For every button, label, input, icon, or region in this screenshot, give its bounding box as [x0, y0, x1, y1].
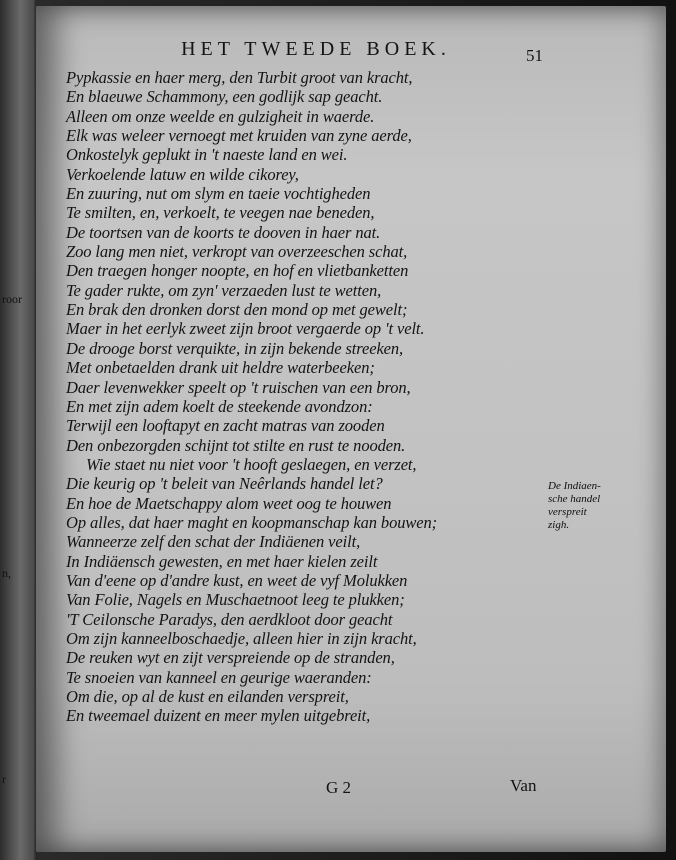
poem-line: Te smilten, en, verkoelt, te veegen nae beneden,: [66, 203, 375, 223]
poem-line: De toortsen van de koorts te dooven in haer nat.: [66, 222, 381, 242]
facing-page-fragment: r: [2, 772, 6, 786]
poem-line: Maer in het eerlyk zweet zijn broot vergaerde op 't velt.: [66, 319, 425, 339]
poem-line: Om die, op al de kust en eilanden verspreit,: [66, 687, 349, 706]
poem-line: Onkostelyk geplukt in 't naeste land en wei.: [66, 145, 348, 165]
poem-line: Van Folie, Nagels en Muschaetnoot leeg te plukken;: [66, 590, 405, 610]
margin-note-line: De Indiaen-: [548, 480, 601, 492]
margin-note-line: zigh.: [548, 519, 570, 531]
running-head: HET TWEEDE BOEK.: [181, 38, 451, 60]
poem-line: In Indiäensch gewesten, en met haer kielen zeilt: [66, 551, 378, 571]
signature-mark: G 2: [326, 778, 352, 797]
poem-line: En tweemael duizent en meer mylen uitgebreit,: [66, 706, 371, 726]
page-number: 51: [526, 46, 543, 65]
poem-line: En blaeuwe Schammony, een godlijk sap geacht.: [66, 87, 383, 107]
poem-line: Elk was weleer vernoegt met kruiden van zyne aerde,: [66, 126, 412, 146]
book-page: [36, 6, 666, 852]
poem-line: 'T Ceilonsche Paradys, den aerdkloot door geacht: [66, 609, 393, 629]
poem-line: Wanneerze zelf den schat der Indiäenen veilt,: [66, 532, 361, 552]
poem-line: Terwijl een looftapyt en zacht matras van zooden: [66, 416, 385, 436]
poem-text: [66, 68, 536, 726]
poem-line: Te gader rukte, om zyn' verzaeden lust te wetten,: [66, 280, 382, 300]
poem-line: Te snoeien van kanneel en geurige waeranden:: [66, 667, 372, 687]
facing-page-fragment: roor: [2, 292, 22, 306]
poem-line: Die keurig op 't beleit van Neêrlands handel let?: [66, 474, 383, 494]
poem-line: Alleen om onze weelde en gulzigheit in waerde.: [66, 106, 375, 126]
poem-line: Met onbetaelden drank uit heldre waterbeeken;: [66, 358, 375, 378]
facing-page-edge: [0, 0, 34, 860]
poem-line: Om zijn kanneelboschaedje, alleen hier in zijn kracht,: [66, 628, 417, 648]
poem-line: Daer levenwekker speelt op 't ruischen van een bron,: [66, 377, 411, 397]
poem-line: Wie staet nu niet voor 't hooft geslaegen, en verzet,: [86, 454, 417, 474]
poem-line: En hoe de Maetschappy alom weet oog te houwen: [66, 493, 392, 513]
poem-line: Van d'eene op d'andre kust, en weet de vyf Molukken: [66, 570, 408, 590]
poem-line: Den traegen honger noopte, en hof en vlietbanketten: [66, 261, 409, 281]
margin-note-line: sche handel: [548, 493, 601, 505]
poem-line: Op alles, dat haer maght en koopmanschap kan bouwen;: [66, 512, 438, 532]
margin-note-line: verspreit: [548, 506, 587, 518]
poem-line: De drooge borst verquikte, in zijn bekende streeken,: [66, 338, 404, 358]
poem-line: Verkoelende latuw en wilde cikorey,: [66, 164, 299, 184]
poem-line: En met zijn adem koelt de steekende avondzon:: [66, 396, 373, 416]
poem-line: En zuuring, nut om slym en taeie vochtigheden: [66, 184, 371, 204]
catchword: Van: [510, 776, 537, 795]
poem-line: En brak den dronken dorst den mond op met gewelt;: [66, 300, 408, 320]
poem-line: Den onbezorgden schijnt tot stilte en rust te nooden.: [66, 435, 406, 455]
margin-note: [548, 480, 634, 532]
poem-line: Pypkassie en haer merg, den Turbit groot van kracht,: [66, 68, 413, 87]
poem-line: Zoo lang men niet, verkropt van overzeeschen schat,: [66, 242, 408, 262]
facing-page-fragment: n,: [2, 566, 11, 580]
poem-line: De reuken wyt en zijt verspreiende op de stranden,: [66, 648, 395, 668]
